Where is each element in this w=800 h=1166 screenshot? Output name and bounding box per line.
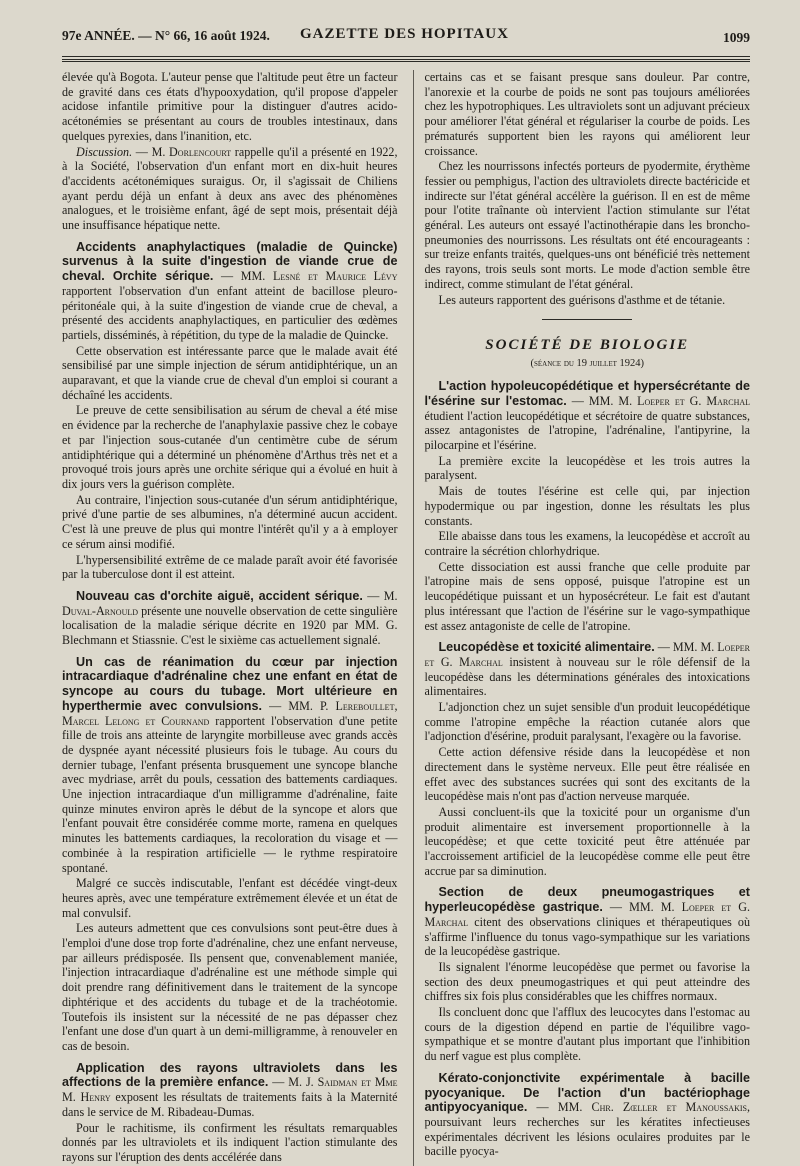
article-eserine: L'action hypoleucopédétique et hypersécrétante de l'ésérine sur l'estomac. — MM. M. Loeper et G. Marchal étudient l'action leucopédétique et sécrétoire de quatre substances, assez antagonistes de l'atropine, l'adrénaline, l'antipyrine, la pilocarpine et l'ésérine. — [424, 379, 751, 453]
article-authors: MM. M. Loeper et G. Marchal — [588, 393, 751, 408]
paragraph: Chez les nourrissons infectés porteurs de pyodermite, érythème fessier ou pemphigus, l'action des ultraviolets directe bactéricide et indirecte sur l'état général accélère la guérison. Il en est de même pour l'otite traînante où intervient l'action stimulante sur l'état général. Les auteurs ont essayé l'actinothérapie dans les broncho-pneumonies des nourrissons. Les résultats ont été encourageants : sur treize enfants traités, quelques-uns ont bénéficié très nettement des rayons, trois seuls sont morts. Le mode d'action semble être indirect, comme stimulant de l'état général. — [424, 159, 750, 291]
article-orchitis: Nouveau cas d'orchite aiguë, accident sérique. — M. Duval-Arnould présente une nouvelle observation de cette singulière localisation de la maladie sérique décrite en 1920 par MM. G. Blechmann et Stiassnie. C'est le sixième cas actuellement signalé. — [62, 588, 398, 648]
issue-info: 97e ANNÉE. — N° 66, 16 août 1924. — [62, 28, 270, 43]
discussion-label: Discussion. — [76, 144, 133, 159]
paragraph: Malgré ce succès indiscutable, l'enfant est décédée vingt-deux heures après, avec une température extrêmement élevée et un état de mal convulsif. — [62, 876, 398, 920]
article-keratitis: Kérato-conjonctivite expérimentale à bacille pyocyanique. De l'action d'un bactériophage antipyocyanique. — MM. Chr. Zœller et Manoussakis, poursuivant leurs recherches sur les kératites infectieuses expérimentales décrivent les lésions oculaires produites par le bacille pyocya- — [424, 1070, 750, 1159]
right-column — [413, 70, 750, 1166]
article-pneumogastric: Section de deux pneumogastriques et hyperleucopédèse gastrique. — MM. M. Loeper et G. Marchal citent des observations cliniques et thérapeutiques où s'affirme l'influence du tonus vago-sympathique sur les variations de la leucopédèse gastrique. — [424, 885, 750, 959]
article-text: rapportent l'observation d'un enfant atteint de bacillose pleuro-péritonéale qui, à la suite d'ingestion de viande crue de cheval, a présenté des accidents anaphylactiques, en particulier des œdèmes partiels, disséminés, à répétition, du type de la maladie de Quincke. — [62, 283, 398, 342]
article-text: insistent à nouveau sur le rôle défensif de la leucopédèse dans les déterminations générales des intoxications alimentaires. — [424, 654, 750, 699]
paragraph: Cette dissociation est aussi franche que celle produite par l'atropine mais de sens opposé, puisque l'atropine est un leucopédétique puissant et un hyposécréteur. Le fait est d'autant plus intéressant que l'action de l'ésérine sur le vago-sympathique est assez antagoniste de celle de l'atropine. — [424, 559, 750, 633]
paragraph: Au contraire, l'injection sous-cutanée d'un sérum antidiphtérique, privé d'une partie de ses albumines, n'a déterminé aucun accident. C'est là une preuve de plus qui montre l'intérêt qu'il y a à employer ce sérum ainsi modifié. — [62, 492, 398, 551]
article-title: Leucopédèse et toxicité alimentaire. — [438, 640, 655, 655]
paragraph: Le preuve de cette sensibilisation au sérum de cheval a été mise en évidence par la recherche de l'anaphylaxie passive chez le cobaye et par l'injection sous-cutanée d'un centimètre cube de sérum antidiphtérique qui a déterminé un phénomène d'Arthus très net et a provoqué trois jours après une orchite sérique qui a évolué en huit à dix jours vers la guérison complète. — [62, 403, 398, 491]
paragraph: Les auteurs admettent que ces convulsions sont peut-être dues à l'emploi d'une dose trop forte d'adrénaline, chez une enfant nerveuse, par ailleurs prédisposée. Ils pensent que, convenablement maniée, l'injection intracardiaque d'adrénaline est une méthode simple qui doit prendre rang définitivement dans le traitement de la syncope diphtérique et des accidents du tubage et de la trachéotomie. Toutefois ils insistent sur la nécessité de ne pas dépasser chez l'enfant une dose d'un quart à un demi-milligramme, à renouveler en cas de besoin. — [62, 921, 398, 1053]
paragraph: Ils concluent donc que l'afflux des leucocytes dans l'estomac au cours de la digestion dépend en partie de l'équilibre vago-sympathique et se montre d'autant plus important que l'inhibition du nerf vague est plus complète. — [424, 1005, 750, 1064]
header-rule — [62, 56, 750, 57]
article-authors: MM. M. Loeper et G. Marchal — [424, 900, 750, 929]
article-text: étudient l'action leucopédétique et sécrétoire de quatre substances, assez antagonistes de l'atropine, l'adrénaline, l'antipyrine, la pilocarpine et l'ésérine. — [424, 408, 750, 453]
paragraph: La première excite la leucopédèse et les trois autres la paralysent. — [424, 453, 750, 483]
article-authors: M. Duval-Arnould — [62, 588, 398, 618]
article-title: L'action hypoleucopédétique et hypersécrétante de l'ésérine sur l'estomac. — [424, 379, 750, 408]
article-title: Accidents anaphylactiques (maladie de Quincke) survenus à la suite d'ingestion de viande crue de cheval. Orchite sérique. — [62, 239, 398, 284]
article-authors: MM. Chr. Zœller et Manoussakis, — [557, 1100, 750, 1115]
paragraph: L'hypersensibilité extrême de ce malade paraît avoir été favorisée par la tuberculose dont il est atteint. — [62, 552, 398, 582]
article-authors: MM. P. Lereboullet, Marcel Lelong et Cournand — [62, 698, 398, 728]
paragraph: élevée qu'à Bogota. L'auteur pense que l'altitude peut être un facteur de gravité dans ces états d'hypooxydation, qu'il propose d'appeler acidose infantile primitive pour la distinguer d'autres acido-acétonémies se présentant au cours de troubles intestinaux, dans quelques pyrexies, dans l'inanition, etc. — [62, 70, 398, 143]
paragraph: Ils signalent l'énorme leucopédèse que permet ou favorise la section des deux pneumogastriques et qui peut atteindre des chiffres six fois plus considérables que les chiffres normaux. — [424, 959, 750, 1004]
session-date: (séance du 19 juillet 1924) — [530, 358, 645, 370]
discussion-text: rappelle qu'il a présenté en 1922, à la Société, l'observation d'un enfant mort en dix-huit heures d'accidents acétonémiques suraigus. Or, il s'agissait de Chiliens ayant perdu déjà un enfant à deux ans avec des phénomènes analogues, et le troisième enfant, âgé de sept mois, présentait déjà une insuffisance hépatique nette. — [62, 144, 398, 233]
paragraph: certains cas et se faisant presque sans douleur. Par contre, l'anorexie et la courbe de poids ne sont pas toujours améliorées chez les hypotrophiques. Les ultraviolets sont un adjuvant précieux pour améliorer l'état général et régulariser la courbe de poids. Les prématurés supportent bien les rayons qui améliorent leur croissance. — [424, 70, 750, 158]
discussion-speaker: M. Dorlencourt — [151, 144, 232, 159]
article-authors: MM. M. Loeper et G. Marchal — [424, 640, 751, 669]
article-leucopedesis: Leucopédèse et toxicité alimentaire. — MM. M. Loeper et G. Marchal insistent à nouveau sur le rôle défensif de la leucopédèse dans les déterminations générales des intoxications alimentaires. — [424, 640, 751, 699]
section-divider — [542, 319, 632, 320]
article-title: Application des rayons ultraviolets dans les affections de la première enfance. — [62, 1060, 398, 1090]
header-double-rule — [62, 59, 750, 62]
article-text: rapportent l'observation d'une petite fille de trois ans atteinte de laryngite morbilleuse avec grands accès de dyspnée ayant nécessité plusieurs fois le tubage. Au cours du dernier tubage, l'enfant présenta brusquement une syncope blanche avec mydriase, arrêt du pouls, cessation des battements cardiaques. Une injection intracardiaque d'un milligramme d'adrénaline, faite quinze minutes environ après le début de la syncope et alors que l'enfant pouvait être considérée comme morte, ramena en quelques minutes les battements cardiaques, la recoloration du visage et — combinée à la respiration artificielle — le rythme respiratoire spontané. — [62, 713, 398, 875]
section-heading — [424, 336, 750, 354]
paragraph: Les auteurs rapportent des guérisons d'asthme et de tétanie. — [438, 292, 726, 307]
article-text: présente une nouvelle observation de cette singulière localisation de la maladie sérique décrite en 1920 par MM. G. Blechmann et Stiassnie. C'est le sixième cas actuellement signalé. — [62, 603, 398, 648]
paragraph: Mais de toutes l'ésérine est celle qui, par injection hypodermique ou par ingestion, donne les résultats les plus constants. — [424, 484, 750, 528]
paragraph: Elle abaisse dans tous les examens, la leucopédèse et accroît au contraire la sécrétion chlorhydrique. — [424, 529, 750, 558]
left-column — [62, 70, 397, 1166]
journal-title: GAZETTE DES HOPITAUX — [300, 26, 509, 42]
section-title: SOCIÉTÉ DE BIOLOGIE — [485, 337, 690, 354]
article-title: Un cas de réanimation du cœur par injection intracardiaque d'adrénaline chez une enfant en état de syncope au cours du tubage. Mort ultérieure en hyperthermie avec convulsions. — [62, 654, 398, 713]
paragraph: L'adjonction chez un sujet sensible d'un produit leucopédétique comme l'atropine empêche la réaction cutanée alors que l'adjonction d'ésérine, produit paralysant, l'exagère ou la favorise. — [424, 700, 750, 744]
article-anaphylaxis: Accidents anaphylactiques (maladie de Quincke) survenus à la suite d'ingestion de viande crue de cheval. Orchite sérique. — MM. Lesné et Maurice Lévy rapportent l'observation d'un enfant atteint de bacillose pleuro-péritonéale qui, à la suite d'ingestion de viande crue de cheval, a présenté des accidents anaphylactiques, en particulier des œdèmes partiels, disséminés, à répétition, du type de la maladie de Quincke. — [62, 239, 398, 342]
article-title: Kérato-conjonctivite expérimentale à bacille pyocyanique. De l'action d'un bactériophage antipyocyanique. — [424, 1070, 750, 1115]
paragraph: Cette action défensive réside dans la leucopédèse et non directement dans le système nerveux. Elle peut être réalisée en effet avec des substances sucrées qui sont des excitants de la leucopédèse mais n'ont pas d'action nerveuse marquée. — [424, 745, 750, 804]
article-text: poursuivant leurs recherches sur les kératites infectieuses expérimentales décrivent les lésions oculaires produites par le bacille pyocya- — [424, 1115, 750, 1159]
article-ultraviolet: Application des rayons ultraviolets dans les affections de la première enfance. — M. J. Saidman et Mme M. Henry exposent les résultats de traitements faits à la Maternité dans le service de M. Ribadeau-Dumas. — [62, 1060, 398, 1119]
article-columns — [62, 70, 750, 1166]
article-text: exposent les résultats de traitements faits à la Maternité dans le service de M. Ribadeau-Dumas. — [62, 1090, 398, 1119]
discussion-paragraph: Discussion. — M. Dorlencourt rappelle qu'il a présenté en 1922, à la Société, l'observation d'un enfant mort en dix-huit heures d'accidents acétonémiques suraigus. Or, il s'agissait de Chiliens ayant perdu déjà un enfant à deux ans avec des phénomènes analogues, et le troisième enfant, âgé de sept mois, présentait déjà une insuffisance hépatique nette. — [62, 144, 398, 233]
paragraph: Aussi concluent-ils que la toxicité pour un organisme d'un produit alimentaire est inversement proportionnelle à la leucopédèse; et que cette toxicité peut être atténuée par l'accroissement artificiel de la leucopédèse comme elle peut être accrue par sa diminution. — [424, 804, 750, 878]
article-title: Nouveau cas d'orchite aiguë, accident sérique. — [76, 588, 363, 603]
article-text: citent des observations cliniques et thérapeutiques où s'affirme l'influence du tonus vago-sympathique sur les variations de la leucopédèse gastrique. — [424, 914, 750, 959]
article-title: Section de deux pneumogastriques et hyperleucopédèse gastrique. — [424, 885, 750, 915]
article-reanimation: Un cas de réanimation du cœur par injection intracardiaque d'adrénaline chez une enfant en état de syncope au cours du tubage. Mort ultérieure en hyperthermie avec convulsions. — MM. P. Lereboullet, Marcel Lelong et Cournand rapportent l'observation d'une petite fille de trois ans atteinte de laryngite morbilleuse avec grands accès de dyspnée ayant nécessité plusieurs fois le tubage. Au cours du dernier tubage, l'enfant présenta brusquement une syncope blanche avec mydriase, arrêt du pouls, cessation des battements cardiaques. Une injection intracardiaque d'un milligramme d'adrénaline, faite quinze minutes environ après le début de la syncope et alors que l'enfant pouvait être considérée comme morte, ramena en quelques minutes les battements cardiaques, la recoloration du visage et — combinée à la respiration artificielle — le rythme respiratoire spontané. — [62, 654, 398, 875]
article-authors: MM. Lesné et Maurice Lévy — [240, 269, 398, 284]
page-number: 1099 — [723, 30, 750, 45]
article-authors: M. J. Saidman et Mme M. Henry — [62, 1075, 398, 1105]
paragraph: Pour le rachitisme, ils confirment les résultats remarquables donnés par les ultraviolets et ils indiquent l'action stimulante des rayons sur l'éruption des dents accélérée dans — [62, 1120, 398, 1164]
page-header — [62, 26, 750, 48]
paragraph: Cette observation est intéressante parce que le malade avait été sensibilisé par une simple injection de sérum antidiphtérique, un an auparavant, et que la viande crue de cheval d'un emploi si courant a déchaîné les accidents. — [62, 343, 398, 402]
